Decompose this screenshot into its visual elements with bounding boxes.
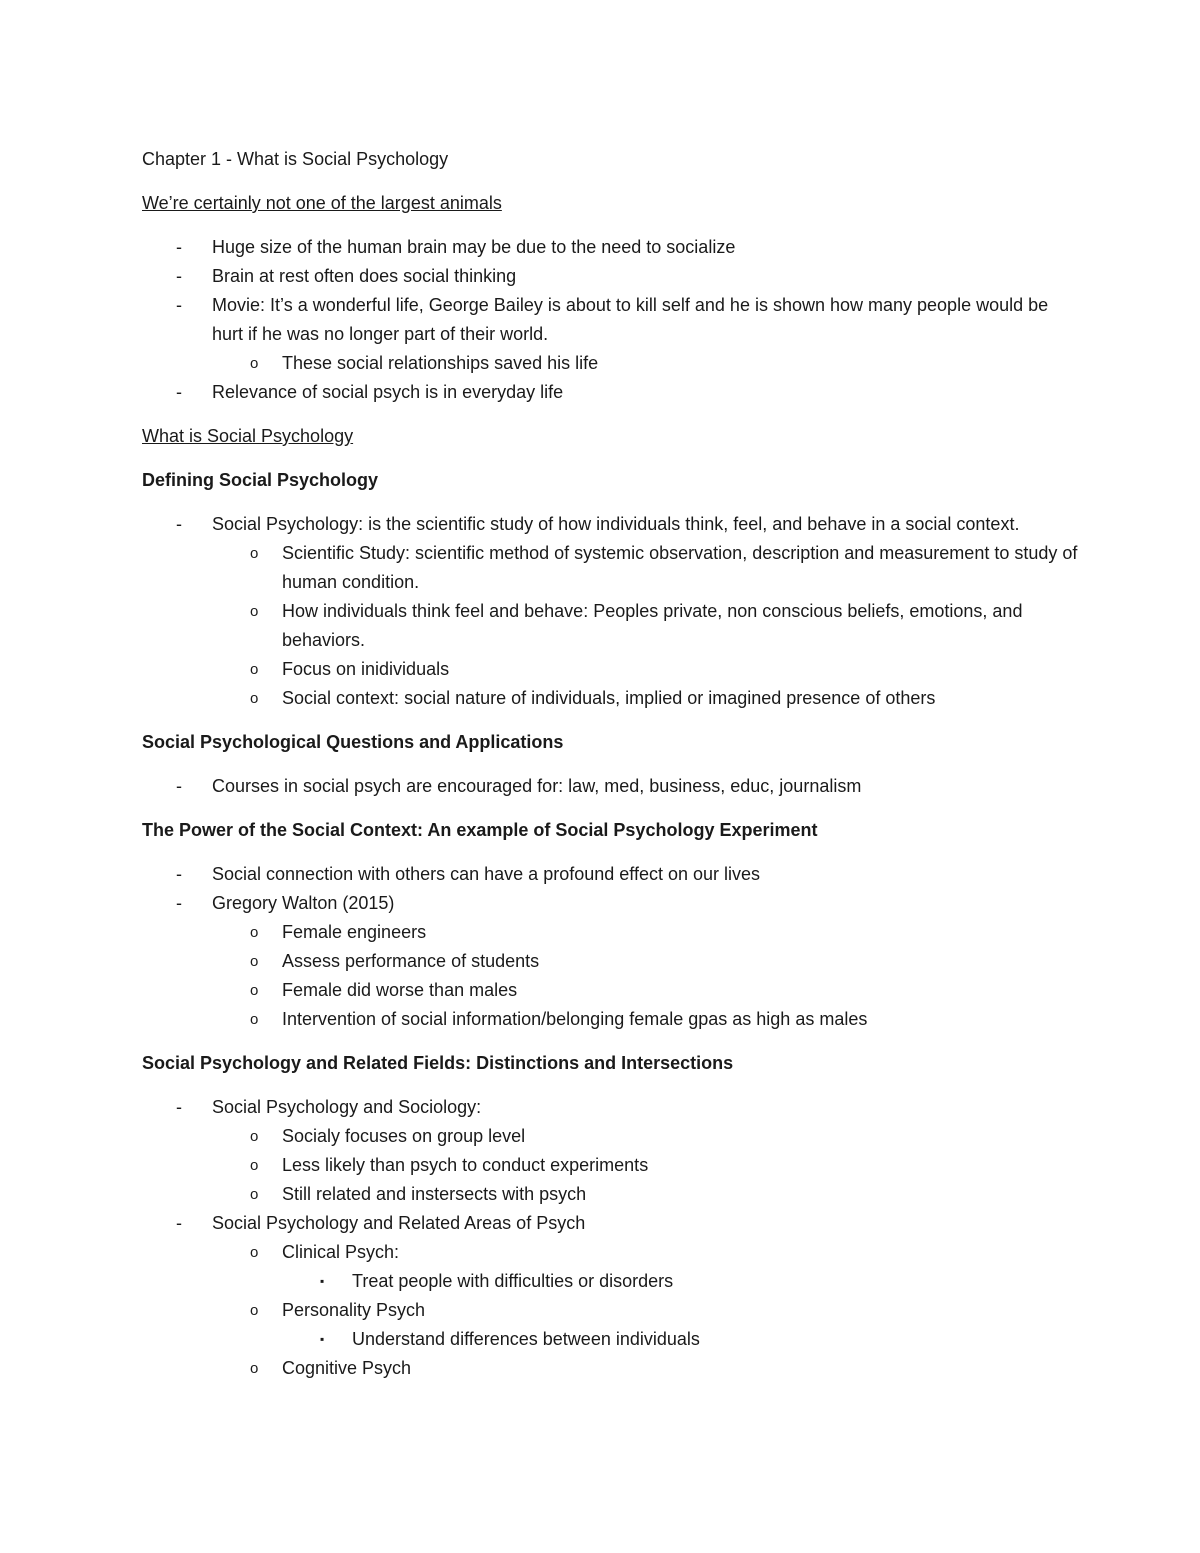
list-item: o Intervention of social information/belonging female gpas as high as males — [212, 1005, 1082, 1034]
list-item: - Social Psychology and Sociology: o Socialy focuses on group level o Less likely than psych to conduct experiments o Still related and instersects with psych — [142, 1093, 1082, 1209]
sublist — [212, 1238, 1082, 1383]
sublist — [212, 349, 1082, 378]
sublist — [282, 1267, 1082, 1296]
sublist — [212, 918, 1082, 1034]
subheading-related-fields: Social Psychology and Related Fields: Distinctions and Intersections — [142, 1053, 734, 1073]
list-defining — [142, 510, 1082, 713]
document-title: Chapter 1 - What is Social Psychology — [142, 149, 449, 169]
list-item: - Social connection with others can have a profound effect on our lives — [142, 860, 1082, 889]
circle-bullet: o — [250, 1128, 259, 1145]
dash-bullet: - — [176, 1213, 182, 1233]
circle-bullet: o — [250, 1244, 259, 1261]
section-heading-animals: We’re certainly not one of the largest animals — [142, 193, 502, 213]
circle-bullet: o — [250, 603, 259, 620]
dash-bullet: - — [176, 1097, 182, 1117]
list-item: - Social Psychology and Related Areas of Psych o Clinical Psych: ▪ Treat people with difficulties or disorders o Personality Psych ▪ Understand differences between individuals o Cognitive Psych — [142, 1209, 1082, 1383]
circle-bullet: o — [250, 924, 259, 941]
subheading-power: The Power of the Social Context: An example of Social Psychology Experiment — [142, 820, 818, 840]
list-item: - Social Psychology: is the scientific study of how individuals think, feel, and behave in a social context. o Scientific Study: scientific method of systemic observation, description and measurement to study of human condition. o How individuals think feel and behave: Peoples private, non conscious beliefs, emotions, and behaviors. o Focus on inidividuals o Social context: social nature of individuals, implied or imagined presence of others — [142, 510, 1082, 713]
list-item: o Socialy focuses on group level — [212, 1122, 1082, 1151]
list-item: o Less likely than psych to conduct experiments — [212, 1151, 1082, 1180]
section-heading-what-is: What is Social Psychology — [142, 426, 354, 446]
circle-bullet: o — [250, 1157, 259, 1174]
list-item: - Relevance of social psych is in everyday life — [142, 378, 1082, 407]
list-item: o These social relationships saved his life — [212, 349, 1082, 378]
list-item: o Female engineers — [212, 918, 1082, 947]
list-item: o Assess performance of students — [212, 947, 1082, 976]
dash-bullet: - — [176, 514, 182, 534]
circle-bullet: o — [250, 953, 259, 970]
dash-bullet: - — [176, 382, 182, 402]
list-item: o Still related and instersects with psych — [212, 1180, 1082, 1209]
list-power — [142, 860, 1082, 1034]
sublist — [212, 1122, 1082, 1209]
circle-bullet: o — [250, 1186, 259, 1203]
list-item: - Courses in social psych are encouraged for: law, med, business, educ, journalism — [142, 772, 1082, 801]
dash-bullet: - — [176, 266, 182, 286]
list-item: o Social context: social nature of individuals, implied or imagined presence of others — [212, 684, 1082, 713]
circle-bullet: o — [250, 1360, 259, 1377]
circle-bullet: o — [250, 661, 259, 678]
circle-bullet: o — [250, 355, 259, 372]
subheading-defining: Defining Social Psychology — [142, 470, 379, 490]
document-page — [142, 145, 1082, 1398]
dash-bullet: - — [176, 776, 182, 796]
circle-bullet: o — [250, 690, 259, 707]
list-item: ▪ Understand differences between individuals — [282, 1325, 1082, 1354]
list-item: - Huge size of the human brain may be due to the need to socialize — [142, 233, 1082, 262]
list-animals — [142, 233, 1082, 407]
list-item: o Personality Psych ▪ Understand differences between individuals — [212, 1296, 1082, 1354]
list-item: - Gregory Walton (2015) o Female engineers o Assess performance of students o Female did worse than males o Intervention of social information/belonging female gpas as high as males — [142, 889, 1082, 1034]
circle-bullet: o — [250, 1302, 259, 1319]
list-item: o Scientific Study: scientific method of systemic observation, description and measurement to study of human condition. — [212, 539, 1082, 597]
square-bullet: ▪ — [320, 1274, 325, 1288]
subheading-questions: Social Psychological Questions and Applications — [142, 732, 564, 752]
square-bullet: ▪ — [320, 1332, 325, 1346]
list-item: - Brain at rest often does social thinking — [142, 262, 1082, 291]
dash-bullet: - — [176, 893, 182, 913]
circle-bullet: o — [250, 982, 259, 999]
list-item: o Cognitive Psych — [212, 1354, 1082, 1383]
dash-bullet: - — [176, 295, 182, 315]
circle-bullet: o — [250, 1011, 259, 1028]
list-item: ▪ Treat people with difficulties or disorders — [282, 1267, 1082, 1296]
list-questions — [142, 772, 1082, 801]
list-item: o Focus on inidividuals — [212, 655, 1082, 684]
dash-bullet: - — [176, 864, 182, 884]
list-item: - Movie: It’s a wonderful life, George Bailey is about to kill self and he is shown how many people would be hurt if he was no longer part of their world. o These social relationships saved his life — [142, 291, 1082, 378]
sublist — [282, 1325, 1082, 1354]
list-related-fields — [142, 1093, 1082, 1383]
dash-bullet: - — [176, 237, 182, 257]
list-item: o Clinical Psych: ▪ Treat people with difficulties or disorders — [212, 1238, 1082, 1296]
list-item: o Female did worse than males — [212, 976, 1082, 1005]
sublist — [212, 539, 1082, 713]
circle-bullet: o — [250, 545, 259, 562]
list-item: o How individuals think feel and behave: Peoples private, non conscious beliefs, emotions, and behaviors. — [212, 597, 1082, 655]
